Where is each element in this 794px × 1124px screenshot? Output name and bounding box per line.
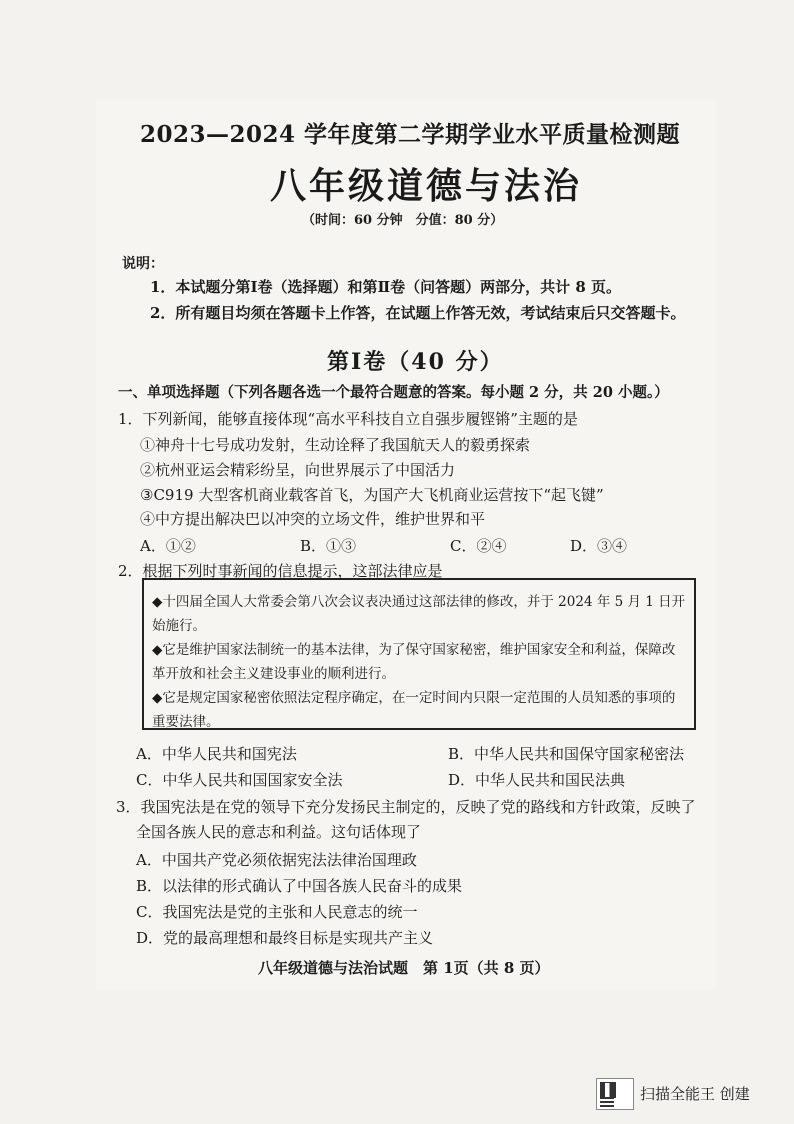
- section-heading: 一、单项选择题（下列各题各选一个最符合题意的答案。每小题 2 分，共 20 小题。）: [118, 384, 669, 401]
- camscanner-logo: [596, 1078, 634, 1110]
- section-title: 第Ⅰ卷（40 分）: [327, 349, 504, 375]
- q3-option-b: B．以法律的形式确认了中国各族人民奋斗的成果: [136, 877, 463, 895]
- instructions-label: 说明：: [122, 256, 164, 272]
- q1-item-2: ②杭州亚运会精彩纷呈，向世界展示了中国活力: [140, 461, 456, 479]
- q1-stem: 1．下列新闻，能够直接体现“高水平科技自立自强步履铿锵”主题的是: [118, 410, 578, 428]
- q2-news-box: [142, 578, 696, 730]
- q1-item-4: ④中方提出解决巴以冲突的立场文件，维护世界和平: [140, 510, 486, 528]
- q2-news-2: ◆它是维护国家法制统一的基本法律，为了保守国家秘密，维护国家安全和利益，保障改革开放和社会主义建设事业的顺利进行。: [152, 642, 676, 682]
- q3-option-a: A．中国共产党必须依据宪法法律治国理政: [136, 851, 417, 869]
- q2-news-1: ◆十四届全国人大常委会第八次会议表决通过这部法律的修改，并于 2024 年 5 月 1 日开始施行。: [152, 594, 686, 634]
- instruction-1: 1．本试题分第Ⅰ卷（选择题）和第Ⅱ卷（问答题）两部分，共计 8 页。: [150, 278, 621, 296]
- q2-option-b: B．中华人民共和国保守国家秘密法: [448, 745, 685, 763]
- q2-option-d: D．中华人民共和国民法典: [448, 771, 626, 789]
- instruction-2: 2．所有题目均须在答题卡上作答，在试题上作答无效，考试结束后只交答题卡。: [150, 304, 686, 322]
- q2-option-a: A．中华人民共和国宪法: [136, 745, 297, 763]
- q3-stem-line1: 3．我国宪法是在党的领导下充分发扬民主制定的，反映了党的路线和方针政策，反映了: [116, 798, 696, 816]
- q1-option-b: B．①③: [300, 537, 357, 555]
- q1-item-1: ①神舟十七号成功发射，生动诠释了我国航天人的毅勇探索: [140, 436, 531, 454]
- q3-stem-line2: 全国各族人民的意志和利益。这句话体现了: [136, 823, 422, 841]
- q1-item-3: ③C919 大型客机商业载客首飞，为国产大飞机商业运营按下“起飞键”: [140, 486, 604, 504]
- q3-option-d: D．党的最高理想和最终目标是实现共产主义: [136, 929, 434, 947]
- qr-code-icon: [600, 1082, 616, 1098]
- q1-option-c: C．②④: [450, 537, 507, 555]
- page-footer: 八年级道德与法治试题 第 1页（共 8 页）: [258, 959, 550, 977]
- q1-option-d: D．③④: [570, 537, 628, 555]
- q2-option-c: C．中华人民共和国国家安全法: [136, 771, 343, 789]
- q2-stem: 2．根据下列时事新闻的信息提示，这部法律应是: [118, 562, 443, 580]
- subject-title: 八年级道德与法治: [270, 165, 583, 207]
- q3-option-c: C．我国宪法是党的主张和人民意志的统一: [136, 903, 418, 921]
- exam-title: 2023—2024 学年度第二学期学业水平质量检测题: [140, 121, 681, 148]
- q1-option-a: A．①②: [140, 537, 196, 555]
- barcode-icon: [600, 1097, 614, 1107]
- q2-news-3: ◆它是规定国家秘密依照法定程序确定，在一定时间内只限一定范围的人员知悉的事项的重要法律。: [152, 690, 676, 730]
- exam-meta: （时间：60 分钟 分值：80 分）: [302, 213, 504, 228]
- scanner-watermark: 扫描全能王 创建: [640, 1085, 750, 1103]
